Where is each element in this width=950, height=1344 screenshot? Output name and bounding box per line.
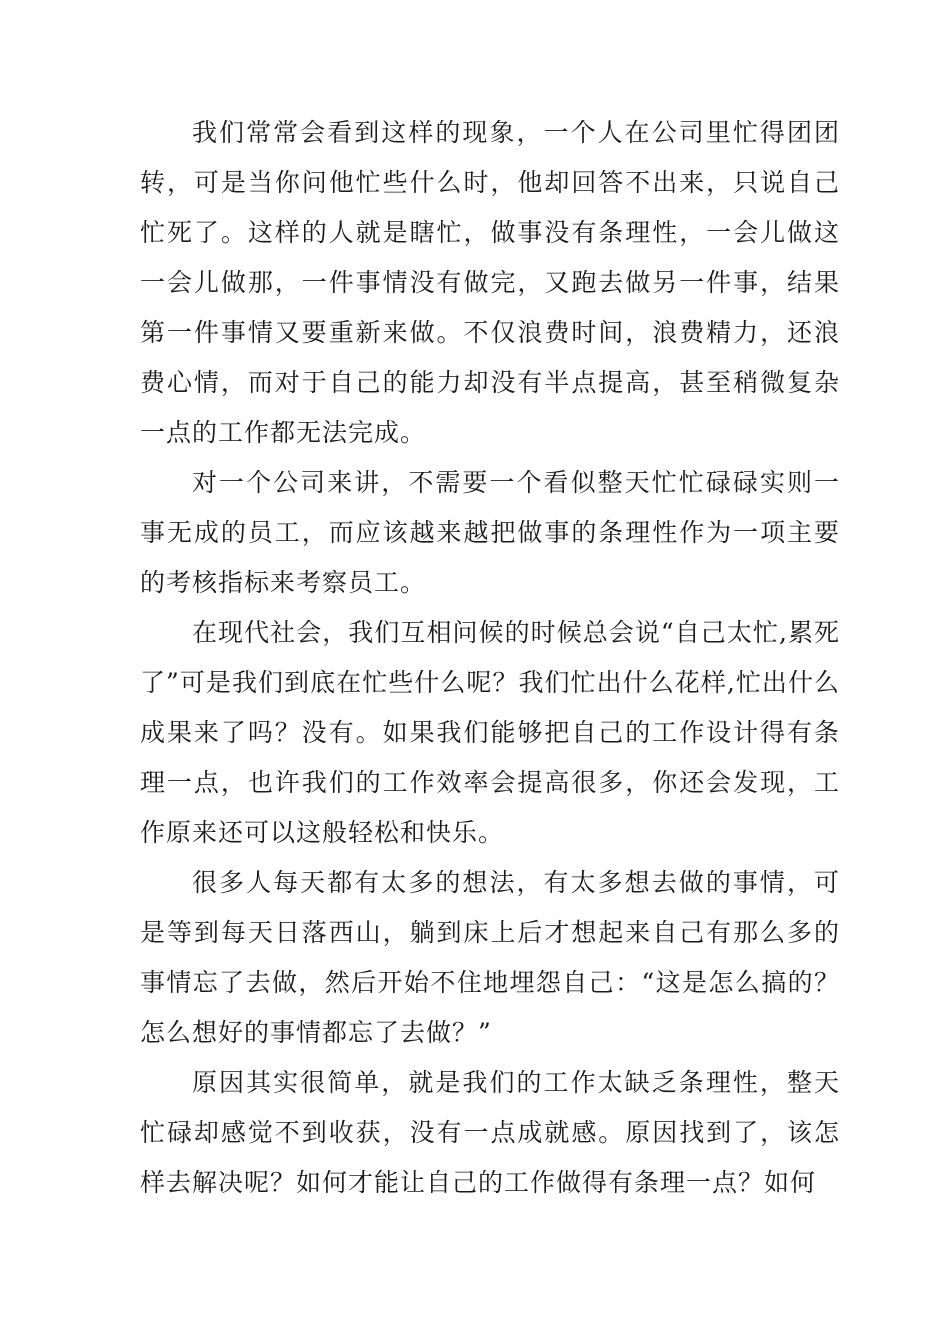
paragraph: 在现代社会，我们互相问候的时候总会说“自己太忙,累死了”可是我们到底在忙些什么呢？我们忙出什么花样,忙出什么成果来了吗？没有。如果我们能够把自己的工作设计得有条理一点，也许我们的工作效率会提高很多，你还会发现，工作原来还可以这般轻松和快乐。 <box>140 618 840 847</box>
document-body <box>140 108 840 1208</box>
paragraph: 我们常常会看到这样的现象，一个人在公司里忙得团团转，可是当你问他忙些什么时，他却回答不出来，只说自己忙死了。这样的人就是瞎忙，做事没有条理性，一会儿做这一会儿做那，一件事情没有做完，又跑去做另一件事，结果第一件事情又要重新来做。不仅浪费时间，浪费精力，还浪费心情，而对于自己的能力却没有半点提高，甚至稍微复杂一点的工作都无法完成。 <box>140 118 840 447</box>
paragraph: 原因其实很简单，就是我们的工作太缺乏条理性，整天忙碌却感觉不到收获，没有一点成就感。原因找到了，该怎样去解决呢？如何才能让自己的工作做得有条理一点？如何 <box>140 1068 840 1197</box>
paragraph: 对一个公司来讲，不需要一个看似整天忙忙碌碌实则一事无成的员工，而应该越来越把做事的条理性作为一项主要的考核指标来考察员工。 <box>140 468 840 597</box>
paragraph: 很多人每天都有太多的想法，有太多想去做的事情，可是等到每天日落西山，躺到床上后才想起来自己有那么多的事情忘了去做，然后开始不住地埋怨自己：“这是怎么搞的？怎么想好的事情都忘了去做？” <box>140 868 840 1047</box>
